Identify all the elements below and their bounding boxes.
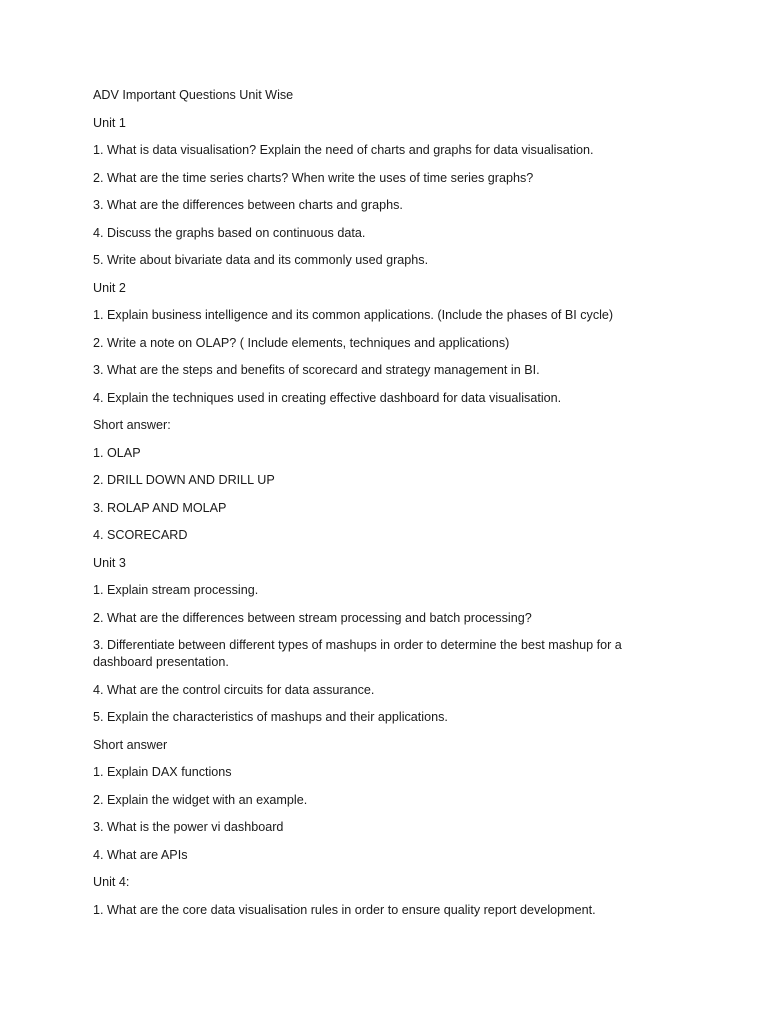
document-body [93, 87, 673, 929]
question-line: 4. What are APIs [93, 847, 188, 862]
question-line: 4. SCORECARD [93, 528, 188, 542]
section-heading: Short answer [93, 737, 168, 752]
question-line: 1. OLAP [93, 445, 141, 460]
question-line: 5. Explain the characteristics of mashups and their applications. [93, 710, 448, 724]
question-line: 3. What are the differences between charts and graphs. [93, 198, 403, 212]
question-line: 1. What are the core data visualisation rules in order to ensure quality report development. [93, 902, 596, 917]
question-line: 2. What are the differences between stream processing and batch processing? [93, 610, 532, 625]
unit-heading: Unit 2 [93, 280, 126, 295]
question-line: 1. Explain stream processing. [93, 583, 259, 597]
question-line: 2. Explain the widget with an example. [93, 792, 308, 807]
question-line: 4. Discuss the graphs based on continuous data. [93, 225, 366, 240]
unit-heading: Unit 3 [93, 555, 126, 570]
question-line: 2. Write a note on OLAP? ( Include elements, techniques and applications) [93, 335, 510, 350]
question-line: 3. What are the steps and benefits of scorecard and strategy management in BI. [93, 363, 540, 377]
question-line: 1. Explain DAX functions [93, 765, 232, 779]
question-line: 4. What are the control circuits for data assurance. [93, 682, 375, 697]
question-line: 1. Explain business intelligence and its common applications. (Include the phases of BI cycle) [93, 308, 614, 322]
question-line: 3. ROLAP AND MOLAP [93, 500, 227, 515]
section-heading: Short answer: [93, 418, 171, 432]
unit-heading: Unit 4: [93, 875, 130, 889]
question-line: 4. Explain the techniques used in creating effective dashboard for data visualisation. [93, 390, 562, 405]
document-title: ADV Important Questions Unit Wise [93, 88, 294, 102]
question-line: 2. What are the time series charts? When write the uses of time series graphs? [93, 170, 534, 185]
question-line: 5. Write about bivariate data and its commonly used graphs. [93, 253, 429, 267]
question-line: 1. What is data visualisation? Explain the need of charts and graphs for data visualisation. [93, 143, 594, 157]
question-line: 3. What is the power vi dashboard [93, 820, 284, 834]
question-line: 2. DRILL DOWN AND DRILL UP [93, 473, 275, 487]
unit-heading: Unit 1 [93, 115, 126, 130]
question-line: 3. Differentiate between different types of mashups in order to determine the best mashup for a dashboard presentation. [93, 638, 622, 669]
